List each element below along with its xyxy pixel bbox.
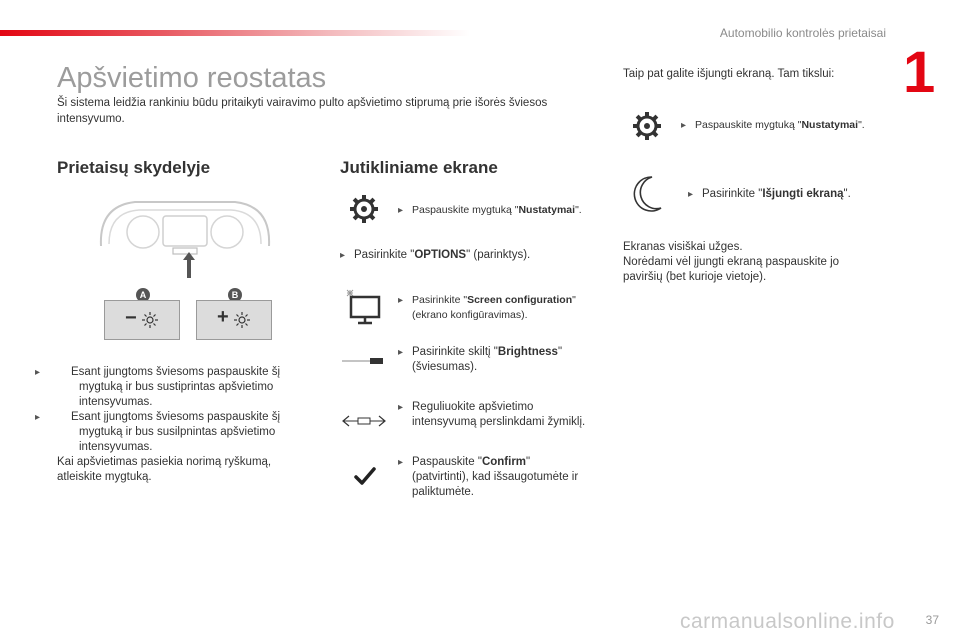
left-closing-text: Kai apšvietimas pasiekia norimą ryškumą, atleiskite mygtuką. — [57, 456, 272, 483]
top-accent-bar — [0, 30, 470, 36]
sun-icon — [233, 311, 251, 329]
sun-icon — [141, 311, 159, 329]
bullet-icon: ▸ — [398, 457, 404, 468]
bullet-icon: ▸ — [681, 120, 687, 131]
middle-step-1: ▸ Paspauskite mygtuką "Nustatymai". — [398, 204, 582, 216]
bullet-icon: ▸ — [398, 295, 404, 306]
bullet-icon: ▸ — [398, 205, 404, 216]
right-note-1: Ekranas visiškai užges. — [623, 241, 743, 253]
gear-icon — [632, 111, 662, 141]
minus-symbol: − — [125, 307, 137, 329]
right-step-2: ▸ Pasirinkite "Išjungti ekraną". — [688, 188, 851, 200]
page-title: Apšvietimo reostatas — [57, 62, 327, 94]
intro-text: Ši sistema leidžia rankiniu būdu pritaikyti vairavimo pulto apšvietimo stiprumą prie išorės šviesos intensyvumo. — [57, 97, 548, 125]
plus-symbol: + — [217, 306, 229, 328]
middle-step-4: ▸ Pasirinkite skiltį "Brightness" (šviesumas). — [398, 346, 563, 373]
middle-step-5: ▸ Reguliuokite apšvietimo intensyvumą perslinkdami žymiklį. — [398, 401, 586, 428]
badge-b: B — [228, 288, 242, 302]
middle-section-heading: Jutikliniame ekrane — [340, 158, 498, 177]
left-instructions — [35, 365, 312, 485]
left-section-heading: Prietaisų skydelyje — [57, 158, 211, 177]
bullet-icon: ▸ — [688, 189, 694, 200]
middle-step-6: ▸ Paspauskite "Confirm" (patvirtinti), kad išsaugotumėte ir paliktumėte. — [398, 456, 579, 498]
bullet-icon: ▸ — [35, 367, 41, 378]
dim-plus-button[interactable] — [196, 300, 272, 340]
dim-minus-button[interactable] — [104, 300, 180, 340]
middle-step-3: ▸ Pasirinkite "Screen configuration" (ekrano konfigūravimas). — [398, 294, 576, 321]
right-intro: Taip pat galite išjungti ekraną. Tam tikslui: — [623, 68, 835, 80]
page-number: 37 — [925, 613, 939, 627]
bullet-icon: ▸ — [398, 402, 404, 413]
middle-step-2: ▸ Pasirinkite "OPTIONS" (parinktys). — [340, 249, 531, 261]
chapter-number: 1 — [903, 40, 936, 105]
left-bullet-2: ▸ Esant įjungtoms šviesoms paspauskite šį mygtuką ir bus susilpnintas apšvietimo intensyvumas. — [35, 411, 281, 453]
right-step-1: ▸ Paspauskite mygtuką "Nustatymai". — [681, 119, 865, 131]
arrow-up-icon — [183, 252, 195, 278]
watermark: carmanualsonline.info — [680, 610, 895, 633]
gear-icon — [349, 194, 379, 224]
moon-icon — [630, 174, 664, 214]
right-notes — [623, 240, 873, 285]
section-header: Automobilio kontrolės prietaisai — [719, 26, 886, 40]
bullet-icon: ▸ — [340, 250, 346, 261]
slider-arrows-icon — [341, 414, 387, 428]
screen-configuration-icon — [342, 288, 382, 326]
bullet-icon: ▸ — [35, 412, 41, 423]
bullet-icon: ▸ — [398, 347, 404, 358]
checkmark-icon — [354, 466, 376, 486]
badge-a: A — [136, 288, 150, 302]
left-bullet-1: ▸ Esant įjungtoms šviesoms paspauskite šį mygtuką ir bus sustiprintas apšvietimo intensyvumas. — [35, 366, 281, 408]
brightness-bar-icon — [342, 356, 384, 366]
right-note-2: Norėdami vėl įjungti ekraną paspauskite jo paviršių (bet kurioje vietoje). — [623, 256, 840, 283]
